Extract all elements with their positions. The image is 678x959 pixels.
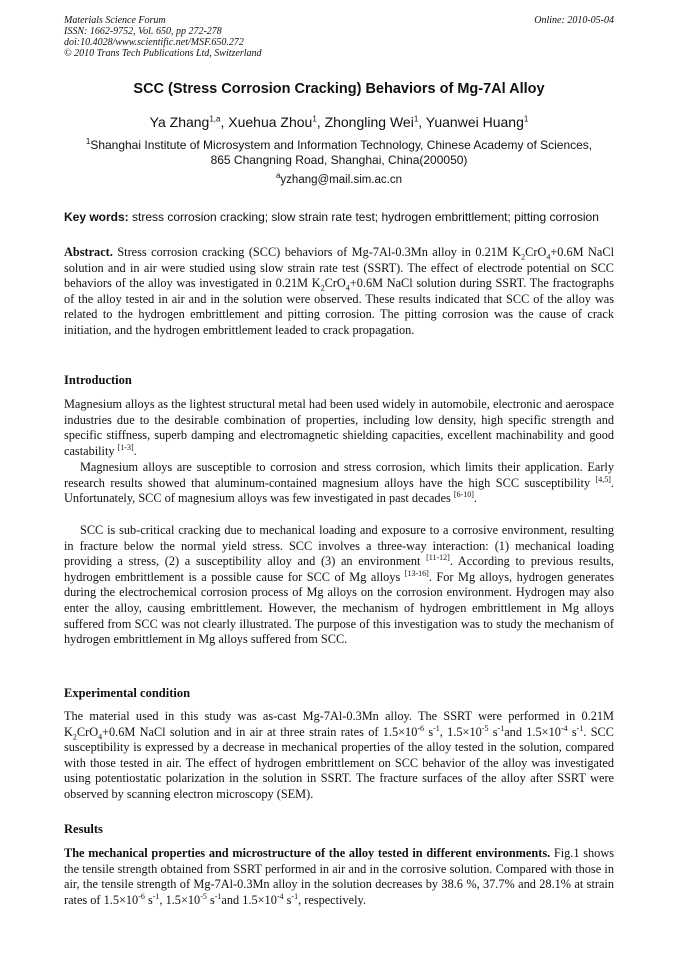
journal-name: Materials Science Forum bbox=[64, 15, 166, 26]
exponent: -5 bbox=[200, 891, 207, 901]
abstract-text: +0.6M NaCl solution during SSRT. The fractographs of the alloy tested in air and in the solution were observed. These results indicated that SCC of the alloy was related to the hydrogen embrittlement and pitting corrosion. The pitting corrosion was the cause of crack initiation, and the hydrogen embrittlement leaded to crack propagation. bbox=[64, 276, 614, 337]
subscript: 4 bbox=[546, 252, 551, 262]
exponent: -1 bbox=[497, 723, 505, 733]
paragraph-text: s bbox=[283, 892, 292, 907]
paragraph-text: The material used in this study was as-cast Mg-7Al-0.3Mn alloy. The SSRT were performed in 0.21M K bbox=[64, 709, 614, 739]
experimental-paragraph bbox=[64, 709, 614, 803]
paper-title: SCC (Stress Corrosion Cracking) Behaviors of Mg-7Al Alloy bbox=[133, 81, 545, 97]
exponent: -6 bbox=[138, 891, 145, 901]
author-name: Ya Zhang bbox=[149, 114, 210, 130]
intro-paragraph-1: Magnesium alloys as the lightest structural metal had been used widely in automobile, electronic and aerospace industries due to the desirable combination of properties, including low density, high specific strength and specific stiffness, superb damping and electromagnetic shielding capacities, excellent machinability and good castability [1-3]. bbox=[64, 397, 614, 458]
paragraph-text: s bbox=[206, 892, 215, 907]
paragraph-text: Fig.1 shows the tensile strength obtained from SSRT performed in air and in the corrosive solution. Compared with those in air, the tensile strength of Mg-7Al-0.3Mn alloy in the solution decreases by 38.6 %, 37.7% and 28.1% at strain rates of 1.5×10 bbox=[64, 846, 615, 907]
email-mark: a bbox=[275, 171, 281, 181]
citation: [6-10] bbox=[453, 490, 474, 500]
issn-line: ISSN: 1662-9752, Vol. 650, pp 272-278 bbox=[64, 26, 222, 37]
paragraph-text: Magnesium alloys as the lightest structural metal had been used widely in automobile, electronic and aerospace industries due to the desirable combination of properties, including low density, high specific strength and specific stiffness, superb damping and electromagnetic shielding capacities, excellent machinability and good castability bbox=[64, 397, 614, 458]
exponent: -1 bbox=[152, 891, 160, 901]
paragraph-text: . Unfortunately, SCC of magnesium alloys was few investigated in past decades bbox=[64, 475, 614, 506]
subscript: 4 bbox=[98, 732, 103, 742]
exponent: -1 bbox=[214, 891, 222, 901]
author-affil-mark: 1 bbox=[312, 114, 317, 124]
abstract-label: Abstract. bbox=[64, 245, 113, 259]
author-affil-mark: 1,a bbox=[209, 114, 221, 124]
paragraph-text: , 1.5×10 bbox=[439, 724, 482, 739]
email-address: yzhang@mail.sim.ac.cn bbox=[280, 174, 403, 186]
exponent: -4 bbox=[276, 891, 284, 901]
citation: [1-3] bbox=[117, 442, 134, 452]
affiliation-line: Shanghai Institute of Microsystem and Information Technology, Chinese Academy of Sciences, bbox=[90, 138, 593, 152]
abstract-text: Stress corrosion cracking (SCC) behaviors of Mg-7Al-0.3Mn alloy in 0.21M K bbox=[117, 245, 522, 259]
section-heading-introduction: Introduction bbox=[64, 373, 132, 387]
paragraph-text: Magnesium alloys are susceptible to corrosion and stress corrosion, which limits their application. Early research results showed that aluminum-contained magnesium alloys have the high SCC susceptibility bbox=[64, 460, 614, 490]
author-name: Xuehua Zhou bbox=[228, 114, 313, 130]
abstract-text: CrO bbox=[324, 276, 346, 290]
subscript: 2 bbox=[72, 732, 77, 742]
author-name: Zhongling Wei bbox=[324, 114, 414, 130]
page-header bbox=[64, 15, 614, 59]
affiliation-mark: 1 bbox=[85, 137, 91, 146]
affiliation-line: 865 Changning Road, Shanghai, China(200050) bbox=[210, 153, 468, 167]
exponent: -1 bbox=[433, 723, 440, 733]
exponent: -1 bbox=[576, 723, 584, 733]
affiliation bbox=[64, 138, 614, 168]
abstract-text: +0.6M NaCl solution and in air were studied using slow strain rate test (SSRT). The effect of electrode potential on SCC behaviors of the alloy was investigated in 0.21M K bbox=[64, 245, 614, 290]
keywords-text: stress corrosion cracking; slow strain rate test; hydrogen embrittlement; pitting corrosion bbox=[132, 210, 599, 224]
abstract bbox=[64, 245, 614, 338]
author-email bbox=[64, 171, 614, 186]
intro-paragraph-3 bbox=[64, 523, 614, 648]
paragraph-text: . SCC susceptibility is expressed by a decrease in mechanical properties of the alloy tested in the solution, compared with those tested in air. The effect of hydrogen embrittlement on SCC behavior of the alloy was investigated using potentiostatic polarization in the solution in SSRT. The fracture surfaces of the alloy after SSRT were observed by scanning electron microscopy (SEM). bbox=[64, 724, 614, 801]
exponent: -5 bbox=[481, 723, 489, 733]
paragraph-text: CrO bbox=[76, 724, 99, 739]
paragraph-text: +0.6M NaCl solution and in air at three strain rates of 1.5×10 bbox=[102, 724, 418, 739]
author-name: Yuanwei Huang bbox=[425, 114, 524, 130]
results-paragraph bbox=[64, 846, 614, 908]
subscript: 2 bbox=[320, 283, 325, 293]
paragraph-text: , 1.5×10 bbox=[159, 892, 201, 907]
section-heading-results: Results bbox=[64, 822, 103, 836]
keywords-label: Key words: bbox=[64, 210, 129, 224]
paragraph-text: s bbox=[488, 724, 498, 739]
citation: [13-16] bbox=[404, 568, 429, 578]
exponent: -1 bbox=[291, 891, 299, 901]
keywords bbox=[64, 211, 614, 224]
paragraph-text: and 1.5×10 bbox=[221, 892, 277, 907]
paragraph-text: s bbox=[144, 892, 153, 907]
results-subheading: The mechanical properties and microstructure of the alloy tested in different environments. bbox=[64, 846, 551, 860]
paragraph-text: and 1.5×10 bbox=[504, 724, 561, 739]
copyright-line: © 2010 Trans Tech Publications Ltd, Switzerland bbox=[64, 48, 262, 59]
paragraph-text: SCC is sub-critical cracking due to mechanical loading and exposure to a corrosive environment, resulting in fracture below the normal yield stress. SCC involves a three-way interaction: (1) mechanical loading providing a stress, (2) a susceptibility alloy and (3) an environment bbox=[64, 523, 614, 569]
abstract-text: CrO bbox=[525, 245, 547, 259]
exponent: -6 bbox=[417, 723, 425, 733]
section-heading-experimental: Experimental condition bbox=[64, 686, 191, 700]
intro-paragraph-2: Magnesium alloys are susceptible to corrosion and stress corrosion, which limits their application. Early research results showed that aluminum-contained magnesium alloys have the high SCC susceptibility [4,5]. Unfortunately, SCC of magnesium alloys was few investigated in past decades [6-10]. bbox=[64, 460, 614, 506]
citation: [11-12] bbox=[426, 553, 450, 563]
online-date: Online: 2010-05-04 bbox=[534, 15, 614, 26]
paragraph-text: . For Mg alloys, hydrogen generates during the electrochemical corrosion process of Mg alloys on the corrosion environment. Hydrogen may also enter the alloy, causing embrittlement. However, the mechanism of hydrogen embrittlement in Mg alloys suffered from SCC was not clearly illustrated. The purpose of this investigation was to study the mechanism of hydrogen embrittlement in Mg alloys suffered from SCC. bbox=[64, 569, 614, 647]
doi-line: doi:10.4028/www.scientific.net/MSF.650.272 bbox=[64, 37, 244, 48]
author-affil-mark: 1 bbox=[413, 114, 419, 124]
citation: [4,5] bbox=[595, 474, 611, 484]
author-affil-mark: 1 bbox=[523, 114, 529, 124]
paragraph-text: s bbox=[424, 724, 434, 739]
paragraph-text: . According to previous results, hydrogen embrittlement is a possible cause for SCC of Mg alloys bbox=[64, 554, 614, 584]
exponent: -4 bbox=[560, 723, 568, 733]
paragraph-text: s bbox=[567, 724, 577, 739]
subscript: 2 bbox=[521, 252, 526, 262]
paragraph-text: , respectively. bbox=[298, 892, 366, 907]
author-list: Ya Zhang$^{1,a}$, Xuehua Zhou$^1$, Zhongling Wei$^1$, Yuanwei Huang$^1$ bbox=[149, 114, 529, 130]
subscript: 4 bbox=[345, 283, 350, 293]
